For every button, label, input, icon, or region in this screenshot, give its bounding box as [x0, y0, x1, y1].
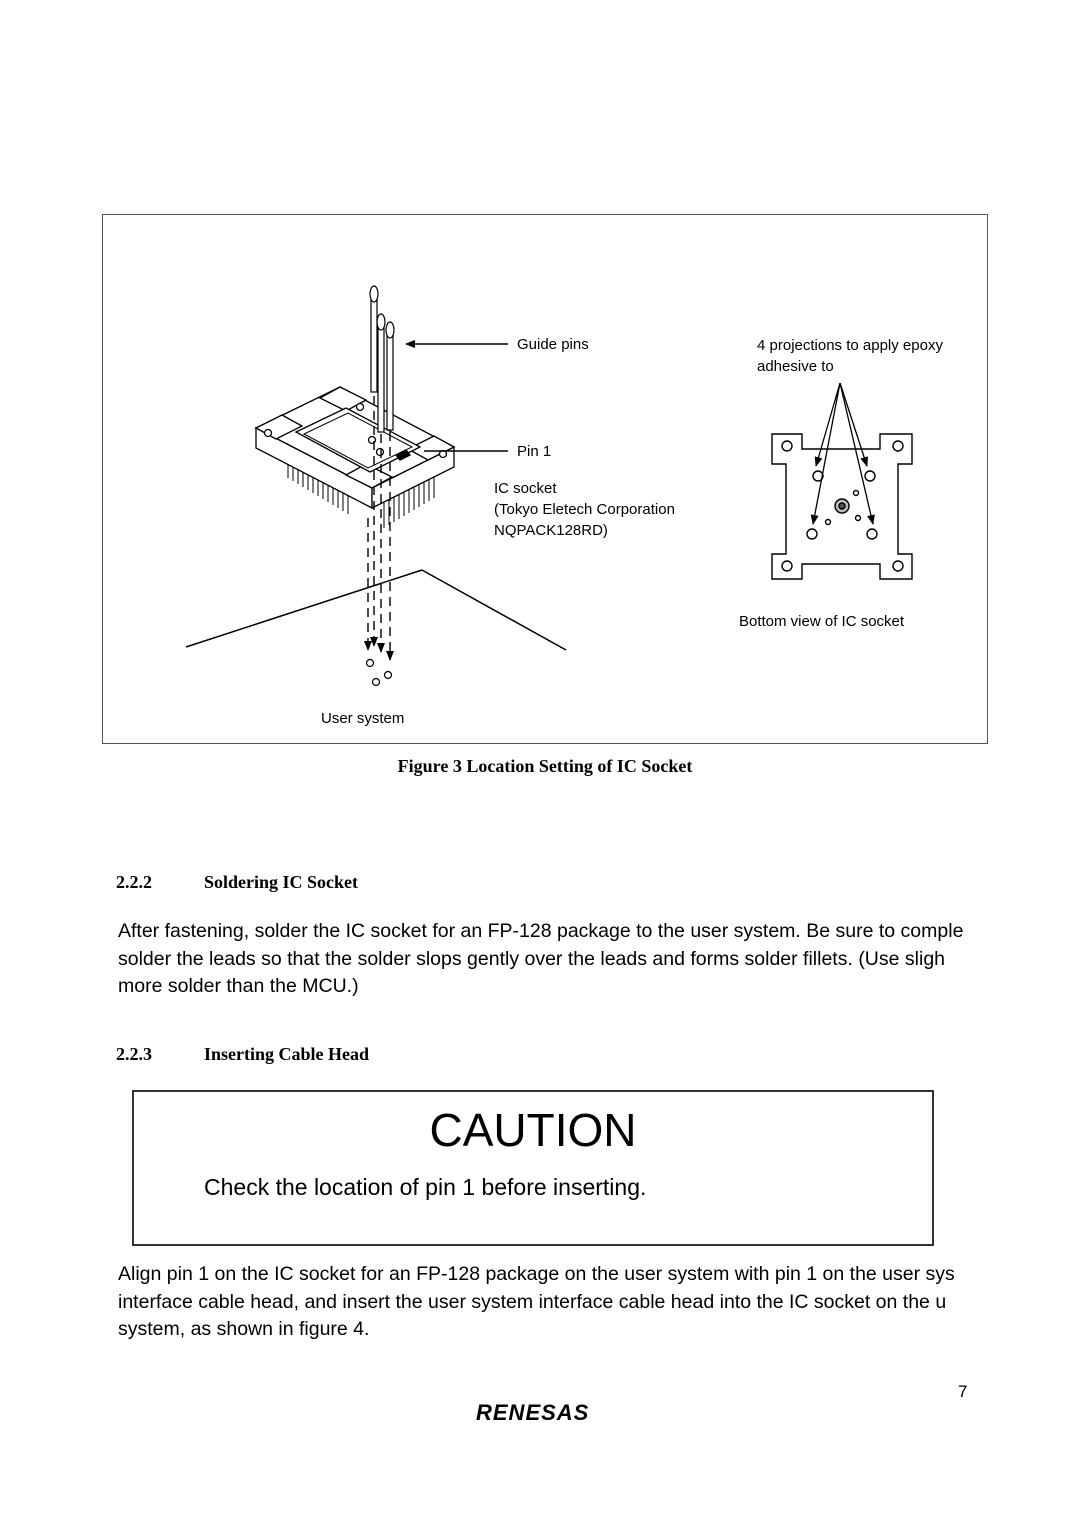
part-number-label: NQPACK128RD) [494, 522, 608, 539]
section-body: After fastening, solder the IC socket for an FP-128 package to the user system. Be sure to comple solder the leads so that the solder slops gently over the leads and forms solder fillets. (Use sligh more solder than the MCU.) [118, 920, 964, 997]
ic-socket-label: IC socket [494, 480, 557, 497]
section-heading: Soldering IC Socket [204, 872, 359, 892]
manufacturer-label: (Tokyo Eletech Corporation [494, 501, 675, 518]
user-system-board [186, 570, 566, 650]
guide-pins-label: Guide pins [517, 336, 589, 353]
ic-socket-diagram [0, 0, 1080, 760]
renesas-logo: RENESAS [476, 1400, 590, 1425]
section-number: 2.2.2 [116, 872, 152, 892]
bottom-view-drawing [772, 434, 912, 579]
projections-label-line1: 4 projections to apply epoxy [757, 337, 943, 354]
page-number: 7 [958, 1382, 968, 1401]
caution-title: CAUTION [429, 1104, 637, 1156]
closing-paragraph: Align pin 1 on the IC socket for an FP-128 package on the user system with pin 1 on the user sys interface cable head, and insert the user system interface cable head into the IC socket on the u system, as shown in figure 4. [118, 1263, 955, 1340]
user-system-holes [367, 660, 392, 686]
caution-text: Check the location of pin 1 before inserting. [204, 1174, 647, 1200]
bottom-view-label: Bottom view of IC socket [739, 613, 905, 630]
figure-caption: Figure 3 Location Setting of IC Socket [397, 756, 693, 776]
projections-label-line2: adhesive to [757, 358, 834, 375]
user-system-label: User system [321, 710, 405, 727]
section-heading: Inserting Cable Head [204, 1044, 370, 1064]
ic-socket-drawing [256, 387, 454, 528]
pin1-label: Pin 1 [517, 443, 552, 460]
caution-box [132, 1090, 934, 1246]
section-number: 2.2.3 [116, 1044, 152, 1064]
